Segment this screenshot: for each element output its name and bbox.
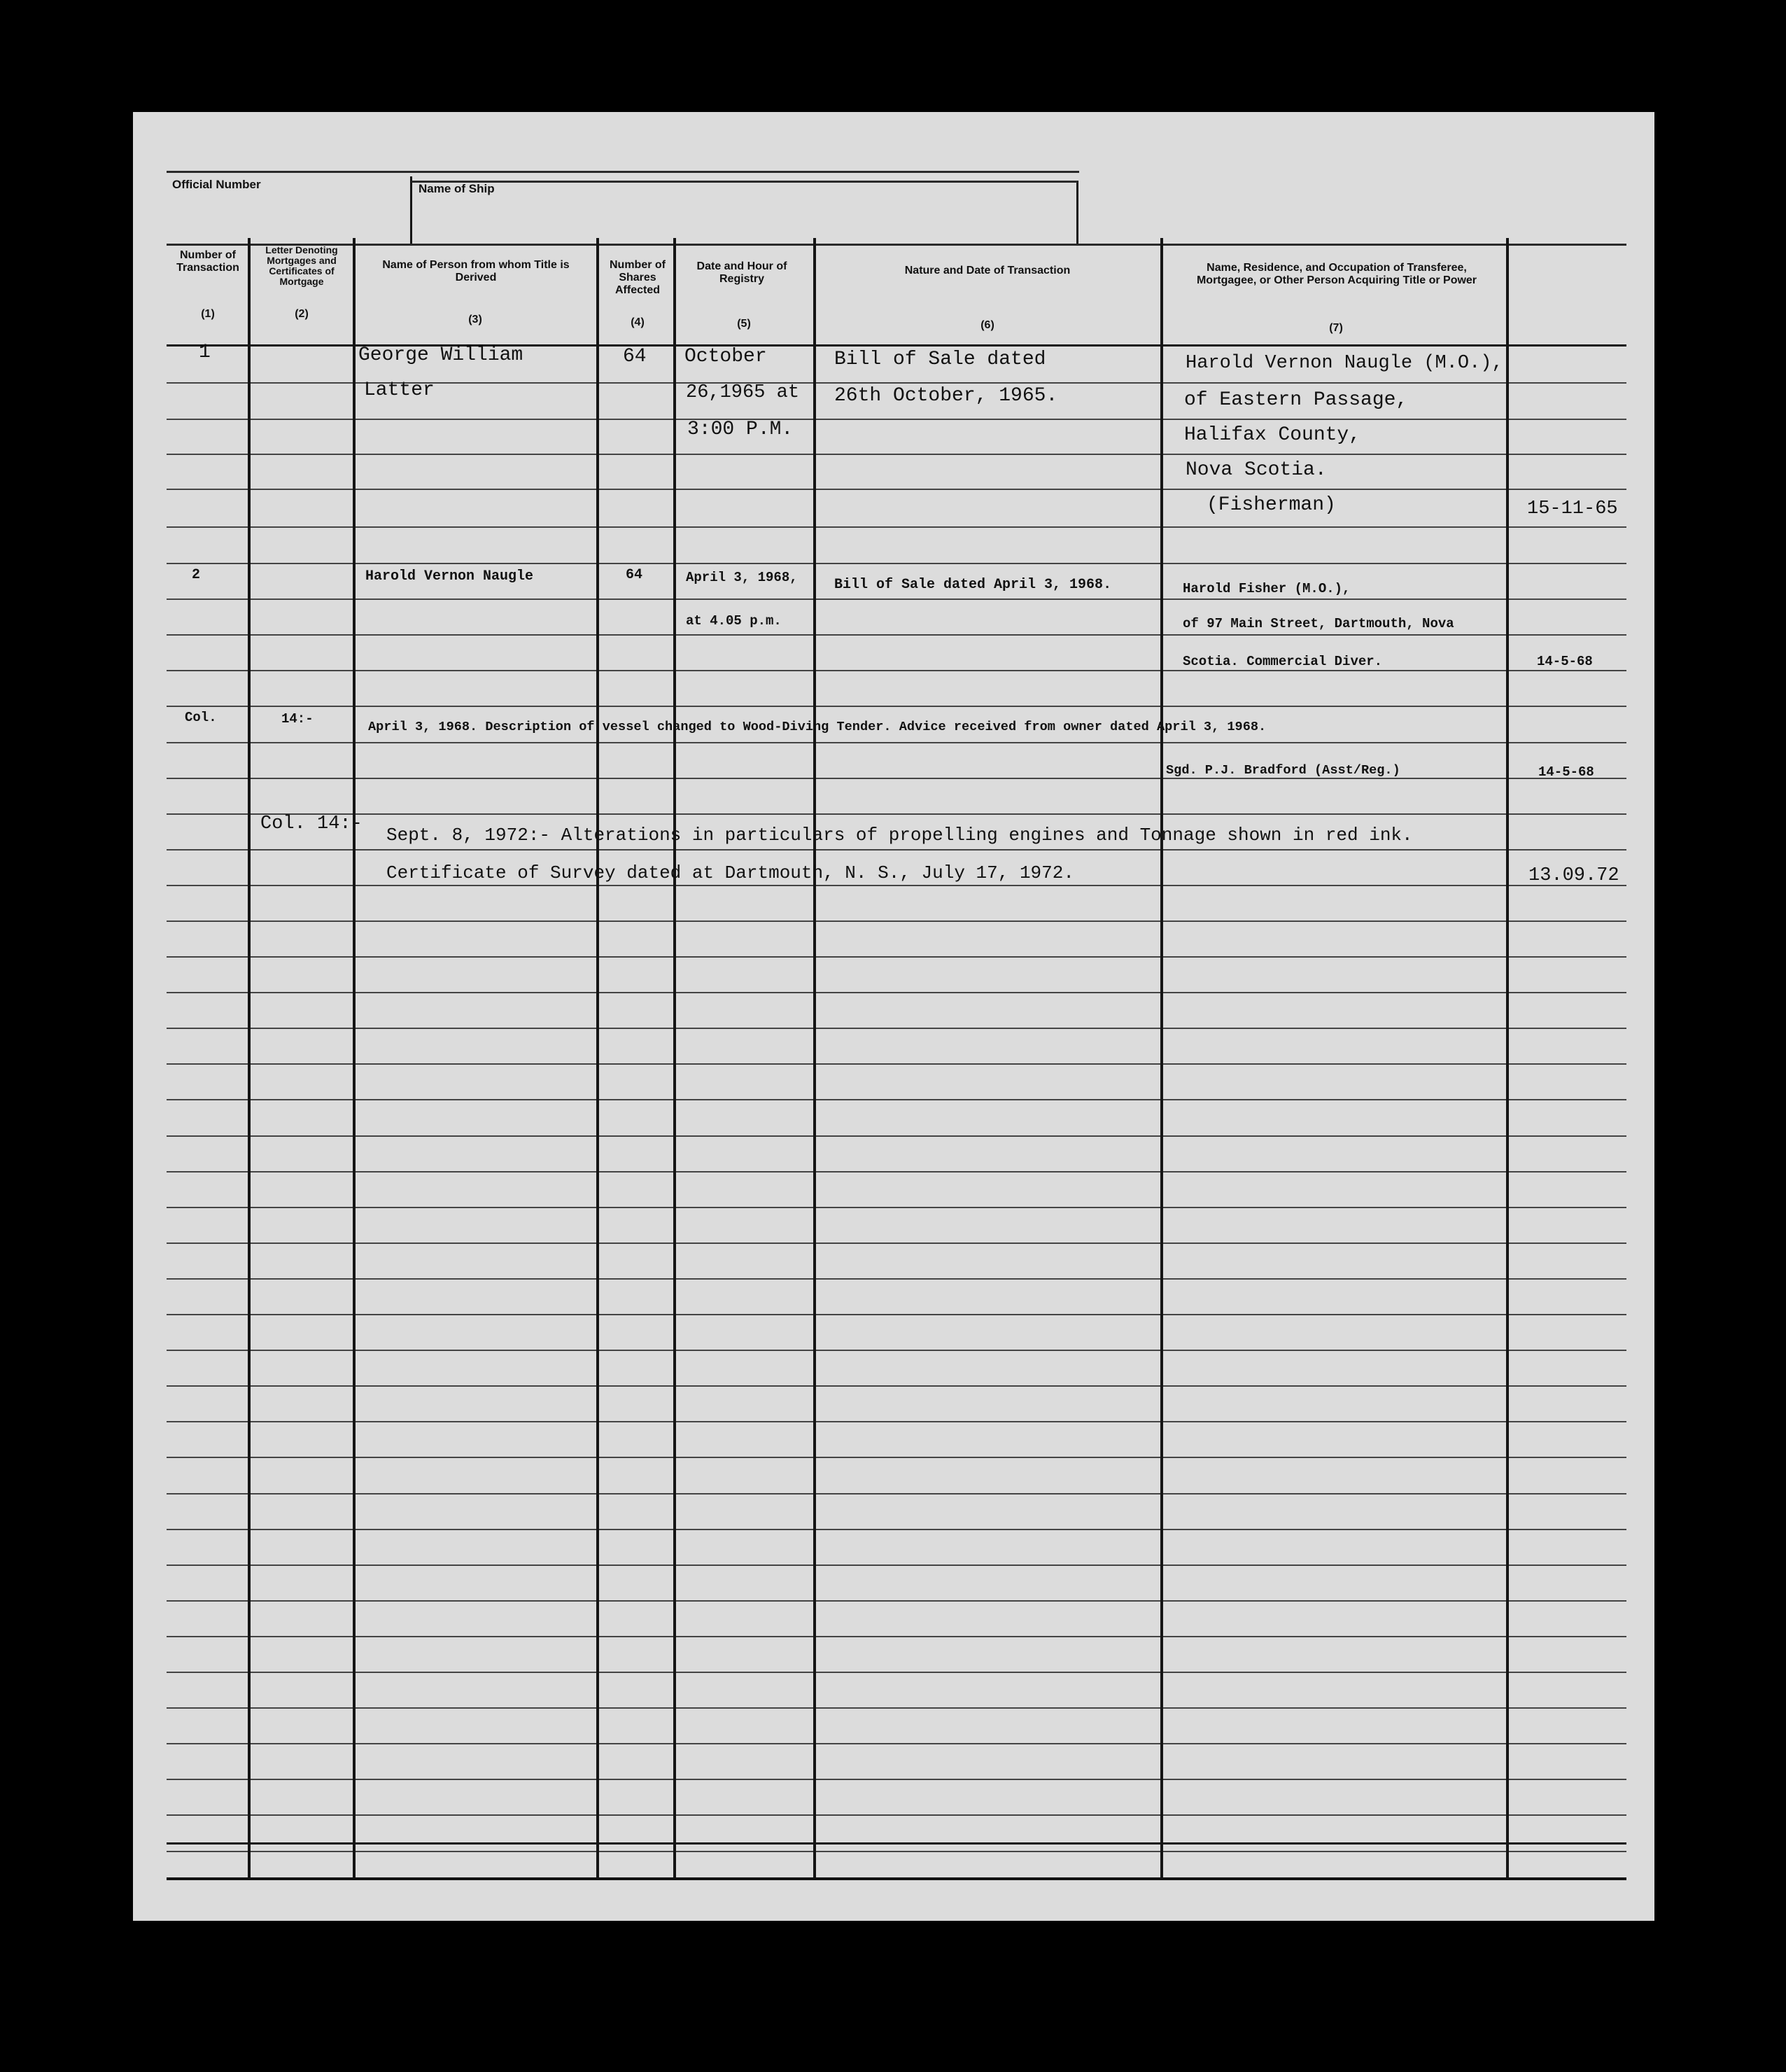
col3-header: Name of Person from whom Title is Derived [382,259,570,284]
column-divider [353,238,356,1877]
entry2-date-line1: April 3, 1968, [686,570,798,585]
entry1-to-line5: (Fisherman) [1207,494,1336,516]
note1-signature: Sgd. P.J. Bradford (Asst/Reg.) [1166,763,1400,778]
col4-number: (4) [631,316,645,328]
ruled-line [167,1600,1626,1602]
ship-box-top-line [412,181,1078,183]
ruled-line [167,778,1626,779]
ruled-line [167,1851,1626,1852]
ship-box-left-line [410,176,412,244]
entry2-to-line3: Scotia. Commercial Diver. [1183,654,1383,669]
col6-header: Nature and Date of Transaction [904,265,1071,276]
ruled-line [167,1529,1626,1530]
ruled-line [167,1028,1626,1029]
col6-number: (6) [980,319,994,331]
name-of-ship-label: Name of Ship [419,182,495,195]
entry2-entered-date: 14-5-68 [1537,654,1593,669]
heavy-rule [167,1842,1626,1844]
ruled-line [167,1099,1626,1100]
note2-entered-date: 13.09.72 [1528,865,1619,886]
heavy-rule [167,1877,1626,1880]
ruled-line [167,670,1626,671]
note1-entered-date: 14-5-68 [1538,764,1594,780]
ruled-line [167,920,1626,922]
col7-number: (7) [1329,322,1343,334]
ruled-line [167,1135,1626,1137]
entry1-to-line2: of Eastern Passage, [1184,389,1408,411]
ruled-line [167,419,1626,420]
note2-col-label: Col. 14:- [260,813,363,834]
ruled-line [167,1457,1626,1458]
entry2-shares: 64 [626,567,643,583]
col5-number: (5) [737,318,751,330]
note1-col-number: 14:- [281,711,314,727]
entry1-date-line2: 26,1965 at [686,382,800,403]
ruled-line [167,1707,1626,1709]
entry1-to-line3: Halifax County, [1184,424,1361,446]
column-divider [1160,238,1163,1877]
col2-header: Letter Denoting Mortgages and Certificates of Mortgage [265,244,338,287]
ruled-line [167,849,1626,850]
col1-header: Number of Transaction [176,249,239,274]
col4-header: Number of Shares Affected [610,259,666,296]
ruled-line [167,1242,1626,1244]
ruled-line [167,1814,1626,1816]
note2-text-line2: Certificate of Survey dated at Dartmouth, N. S., July 17, 1972. [386,862,1074,883]
col2-number: (2) [295,308,309,320]
ruled-line [167,454,1626,455]
entry1-from-line2: Latter [364,379,435,401]
ruled-line [167,742,1626,743]
column-divider [813,238,816,1877]
entry2-to-line1: Harold Fisher (M.O.), [1183,581,1351,596]
entry2-to-line2: of 97 Main Street, Dartmouth, Nova [1183,616,1454,631]
ruled-line [167,706,1626,707]
entry1-nature-line2: 26th October, 1965. [834,385,1058,407]
entry2-date-line2: at 4.05 p.m. [686,613,782,629]
entry1-to-line1: Harold Vernon Naugle (M.O.), [1186,353,1503,374]
entry1-date-line1: October [684,346,767,368]
ruled-line [167,1278,1626,1280]
ruled-line [167,992,1626,993]
entry1-number: 1 [199,342,211,363]
ruled-line [167,1672,1626,1673]
ruled-line [167,1385,1626,1387]
entry2-nature: Bill of Sale dated April 3, 1968. [834,577,1112,593]
ruled-line [167,1636,1626,1637]
ruled-line [167,1171,1626,1172]
ruled-line [167,956,1626,958]
col7-header: Name, Residence, and Occupation of Transferee, Mortgagee, or Other Person Acquiring Title or Power [1196,262,1477,286]
column-divider [1506,238,1509,1877]
ruled-line [167,1779,1626,1780]
ruled-line [167,1207,1626,1208]
ruled-line [167,1743,1626,1744]
ruled-line [167,526,1626,528]
ruled-line [167,1493,1626,1494]
ruled-line [167,1421,1626,1422]
ruled-line [167,1350,1626,1351]
entry2-number: 2 [192,567,201,583]
note2-text-line1: Sept. 8, 1972:- Alterations in particulars of propelling engines and Tonnage shown in red ink. [386,825,1413,846]
note1-col-label: Col. [185,710,217,725]
column-divider [673,238,676,1877]
entry1-from-line1: George William [358,344,523,366]
ruled-line [167,1564,1626,1566]
column-divider [248,238,251,1877]
ruled-line [167,563,1626,564]
entry1-nature-line1: Bill of Sale dated [834,349,1046,370]
entry1-entered-date: 15-11-65 [1527,498,1618,519]
ruled-line [167,885,1626,886]
entry1-to-line4: Nova Scotia. [1186,459,1327,481]
ruled-line [167,1314,1626,1315]
ruled-line [167,598,1626,600]
entry1-date-line3: 3:00 P.M. [687,419,794,440]
note1-text: April 3, 1968. Description of vessel changed to Wood-Diving Tender. Advice received from owner dated April 3, 1968. [368,720,1267,734]
ruled-line [167,489,1626,490]
ruled-line [167,1063,1626,1065]
ruled-line [167,813,1626,815]
column-divider [596,238,599,1877]
col1-number: (1) [201,308,215,320]
official-number-label: Official Number [172,178,261,191]
ship-box-right-line [1076,181,1078,244]
ruled-line [167,634,1626,636]
col5-header: Date and Hour of Registry [696,260,787,285]
entry2-from: Harold Vernon Naugle [365,568,534,584]
col3-number: (3) [468,314,482,326]
header-top-line [167,171,1079,173]
header-bottom-line [167,244,1626,246]
entry1-shares: 64 [623,346,647,368]
